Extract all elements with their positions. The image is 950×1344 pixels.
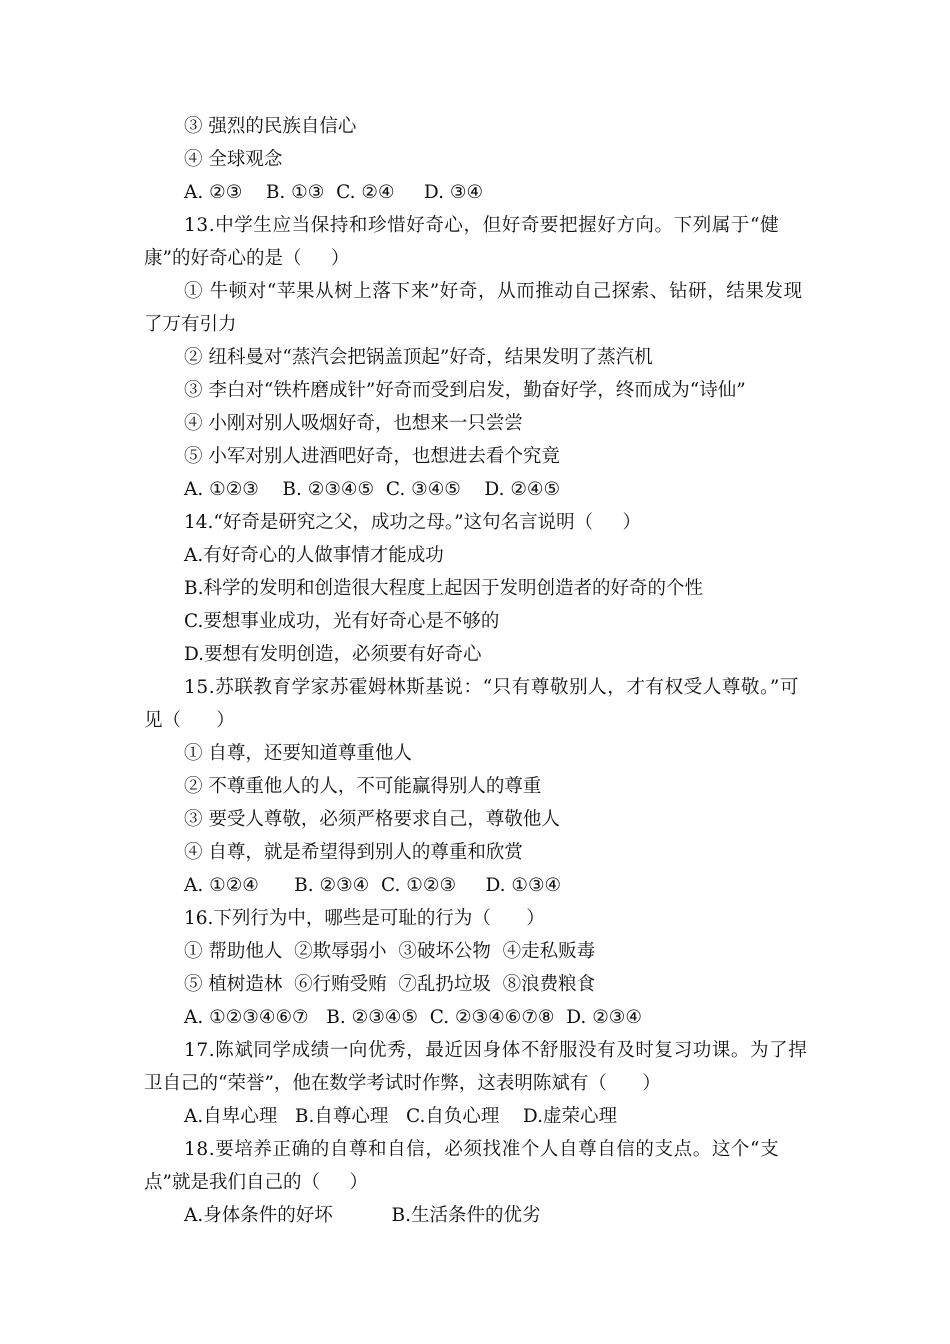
option-line: ② 纽科曼对“蒸汽会把锅盖顶起”好奇，结果发明了蒸汽机 [184, 347, 653, 368]
answer-choices: A. ②③ B. ①③ C. ②④ D. ③④ [184, 182, 484, 203]
option-line: ② 不尊重他人的人，不可能赢得别人的尊重 [184, 776, 542, 797]
question-13: 13.中学生应当保持和珍惜好奇心，但好奇要把握好方向。下列属于“健 [184, 215, 780, 236]
answer-choices: A. ①②④ B. ②③④ C. ①②③ D. ①③④ [184, 875, 562, 896]
question-18: 18.要培养正确的自尊和自信，必须找准个人自尊自信的支点。这个“支 [184, 1139, 780, 1160]
question-13-continued: 康”的好奇心的是（ ） [144, 248, 350, 269]
option-line: ④ 全球观念 [184, 149, 283, 170]
question-18-continued: 点”就是我们自己的（ ） [144, 1172, 368, 1193]
option-line: C.要想事业成功，光有好奇心是不够的 [184, 611, 500, 632]
option-line: ① 牛顿对“苹果从树上落下来”好奇，从而推动自己探索、钻研，结果发现 [184, 281, 803, 302]
answer-choices: A. ①②③④⑥⑦ B. ②③④⑤ C. ②③④⑥⑦⑧ D. ②③④ [184, 1007, 642, 1028]
question-14: 14.“好奇是研究之父，成功之母。”这句名言说明（ ） [184, 512, 641, 533]
option-line: ④ 小刚对别人吸烟好奇，也想来一只尝尝 [184, 413, 523, 434]
option-line: ① 帮助他人 ②欺辱弱小 ③破坏公物 ④走私贩毒 [184, 941, 596, 962]
answer-choices: A.身体条件的好坏 B.生活条件的优劣 [184, 1205, 541, 1226]
option-line: ⑤ 植树造林 ⑥行贿受贿 ⑦乱扔垃圾 ⑧浪费粮食 [184, 974, 596, 995]
option-line: D.要想有发明创造，必须要有好奇心 [184, 644, 482, 665]
option-line: B.科学的发明和创造很大程度上起因于发明创造者的好奇的个性 [184, 578, 703, 599]
option-line: A.有好奇心的人做事情才能成功 [184, 545, 444, 566]
question-15-continued: 见（ ） [144, 710, 235, 731]
option-line-continued: 了万有引力 [144, 314, 237, 335]
option-line: ① 自尊，还要知道尊重他人 [184, 743, 412, 764]
document-body [144, 110, 810, 1232]
answer-choices: A.自卑心理 B.自尊心理 C.自负心理 D.虚荣心理 [184, 1106, 617, 1127]
question-17: 17.陈斌同学成绩一向优秀，最近因身体不舒服没有及时复习功课。为了捍 [184, 1040, 808, 1061]
question-17-continued: 卫自己的“荣誉”，他在数学考试时作弊，这表明陈斌有（ ） [144, 1073, 661, 1094]
option-line: ④ 自尊，就是希望得到别人的尊重和欣赏 [184, 842, 523, 863]
question-15: 15.苏联教育学家苏霍姆林斯基说：“只有尊敬别人，才有权受人尊敬。”可 [184, 677, 800, 698]
option-line: ⑤ 小军对别人进酒吧好奇，也想进去看个究竟 [184, 446, 560, 467]
option-line: ③ 李白对“铁杵磨成针”好奇而受到启发，勤奋好学，终而成为“诗仙” [184, 380, 746, 401]
option-line: ③ 强烈的民族自信心 [184, 116, 357, 137]
question-16: 16.下列行为中，哪些是可耻的行为（ ） [184, 908, 545, 929]
option-line: ③ 要受人尊敬，必须严格要求自己，尊敬他人 [184, 809, 560, 830]
answer-choices: A. ①②③ B. ②③④⑤ C. ③④⑤ D. ②④⑤ [184, 479, 561, 500]
